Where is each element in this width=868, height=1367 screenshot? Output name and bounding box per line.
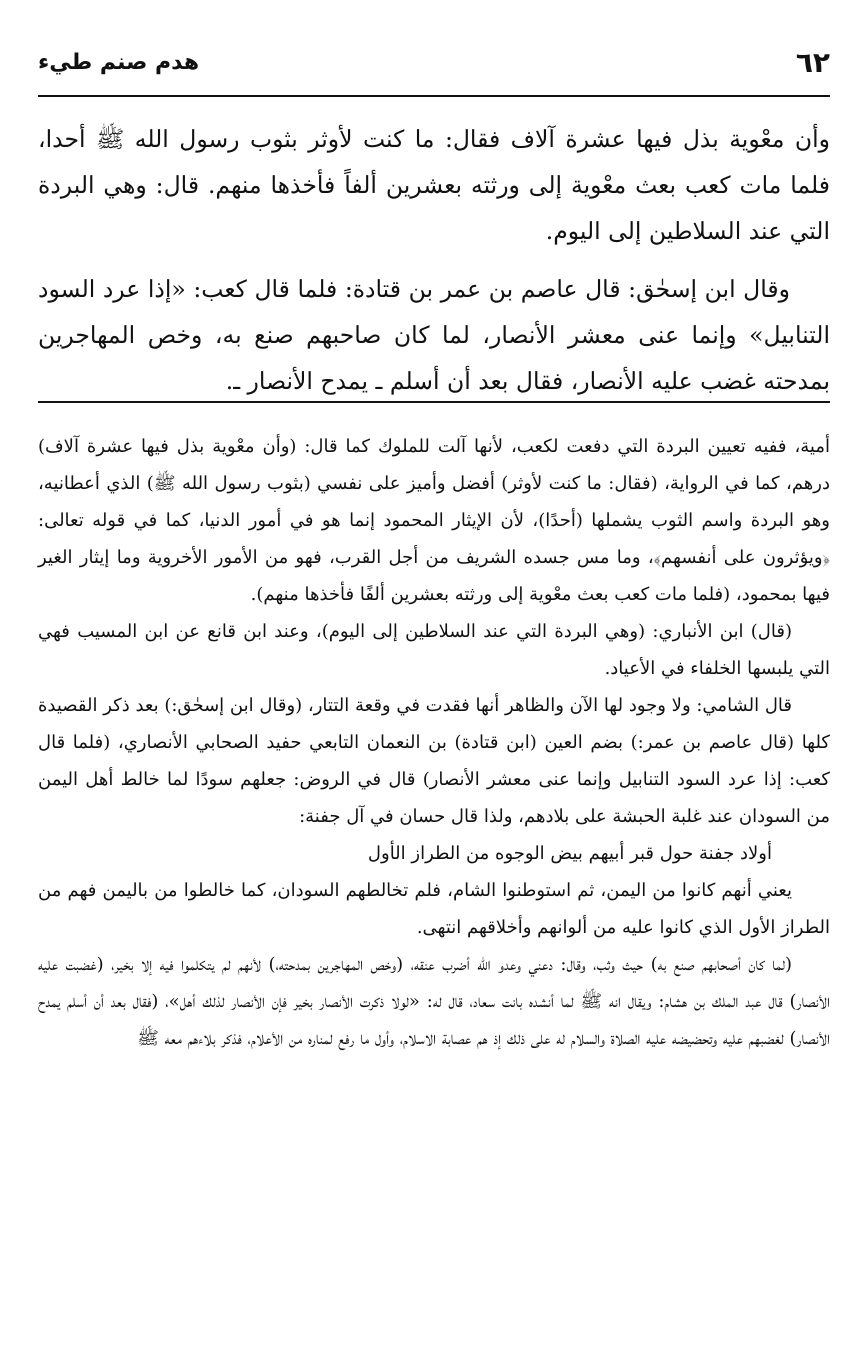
commentary-paragraph-5: (لما كان أصحابهم صنع به) حيث وثب، وقال: دعني وعدو الله أضرب عنقه، (وخص المهاجرين بمدحته،) لأنهم لم يتكلموا فيه إلا بخير، (غضبت عليه الأنصار) قال عبد الملك بن هشام: ويقال انه ﷺ لما أنشده بانت سعاد، قال له: «لولا ذكرت الأنصار بخير فإن الأنصار لذلك أهل»، (فقال بعد أن أسلم يمدح الأنصار) لغضبهم عليه وتحضيضه عليه الصلاة والسلام له على ذلك إذ هم عصابة الاسلام، وأول ما رفع لمناره من الأعلام، فذكر بلاءهم معه ﷺ: [38, 954, 830, 1049]
commentary-paragraph-2: (قال) ابن الأنباري: (وهي البردة التي عند السلاطين إلى اليوم)، وعند ابن قانع عن ابن المسيب فهي التي يلبسها الخلفاء في الأعياد.: [38, 621, 830, 679]
commentary-paragraph-4: يعني أنهم كانوا من اليمن، ثم استوطنوا الشام، فلم تخالطهم السودان، كما خالطوا من باليمن فهم من الطراز الأول الذي كانوا عليه من ألوانهم وأخلاقهم انتهى.: [38, 880, 830, 938]
poetry-verse: أولاد جفنة حول قبر أبيهم بيض الوجوه من الطراز الأول: [367, 843, 772, 864]
main-paragraph-2: وقال ابن إسحٰق: قال عاصم بن عمر بن قتادة: فلما قال كعب: «إذا عرد السود التنابيل» وإنما عنى معشر الأنصار، لما كان صاحبهم صنع به، وخص المهاجرين بمدحته غضب عليه الأنصار، فقال بعد أن أسلم ـ يمدح الأنصار ـ.: [38, 275, 830, 395]
main-paragraph-1: وأن معْوية بذل فيها عشرة آلاف فقال: ما كنت لأوثر بثوب رسول الله ﷺ أحدا، فلما مات كعب بعث معْوية إلى ورثته بعشرين ألفاً فأخذها منهم. قال: وهي البردة التي عند السلاطين إلى اليوم.: [38, 125, 830, 245]
running-title: هدم صنم طيء: [38, 49, 200, 75]
page-number: ٦٢: [795, 45, 830, 79]
commentary-text: [38, 428, 830, 1057]
commentary-paragraph-3: قال الشامي: ولا وجود لها الآن والظاهر أنها فقدت في وقعة التتار، (وقال ابن إسحٰق:) بعد ذكر القصيدة كلها (قال عاصم بن عمر:) بضم العين (ابن قتادة) بن النعمان التابعي حفيد الصحابي الأنصاري، (فلما قال كعب: إذا عرد السود التنابيل وإنما عنى معشر الأنصار) قال في الروض: جعلهم سودًا لما خالط أهل اليمن من السودان عند غلبة الحبشة على بلادهم، ولذا قال حسان في آل جفنة:: [38, 695, 830, 827]
main-text: [38, 116, 830, 416]
page-header: [38, 40, 830, 84]
section-divider: [38, 401, 830, 403]
header-rule: [38, 95, 830, 97]
commentary-paragraph-1: أمية، ففيه تعيين البردة التي دفعت لكعب، لأنها آلت للملوك كما قال: (وأن معْوية بذل فيها عشرة آلاف) درهم، كما في الرواية، (فقال: ما كنت لأوثر) أفضل وأميز على نفسي (بثوب رسول الله ﷺ) الذي أعطانيه، وهو البردة واسم الثوب يشملها (أحدًا)، لأن الإيثار المحمود إنما هو في أمور الدنيا، كما في قوله تعالى: ﴿ويؤثرون على أنفسهم﴾، وما مس جسده الشريف من أجل القرب، فهو من الأمور الأخروية وما إيثار الغير فيها بمحمود، (فلما مات كعب بعث معْوية إلى ورثته بعشرين ألفًا فأخذها منهم).: [38, 436, 830, 605]
